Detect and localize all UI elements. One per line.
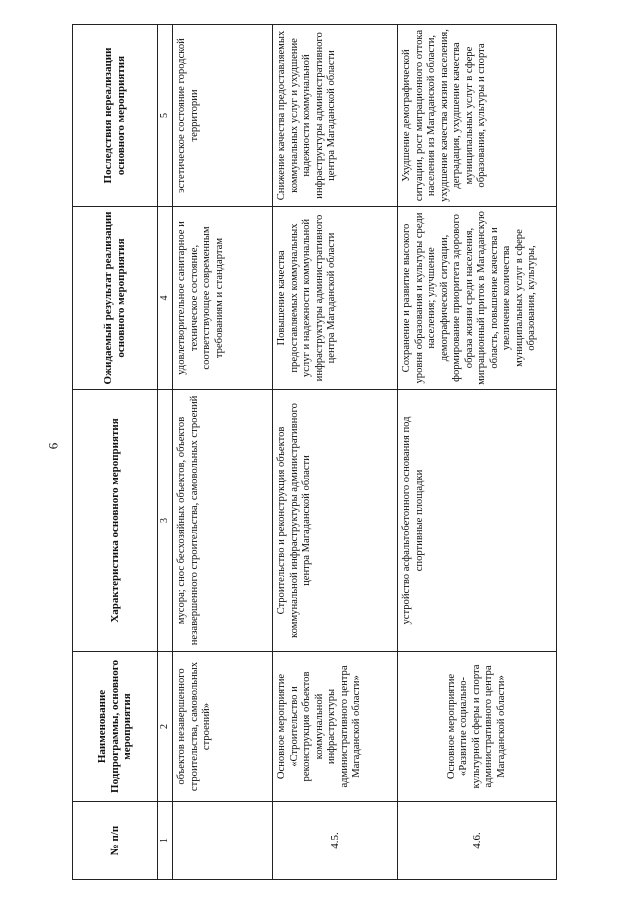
header-characteristic: Характеристика основного мероприятия — [73, 390, 158, 652]
row-name: объектов незавершенного строительства, самовольных строений» — [173, 652, 273, 802]
column-number: 2 — [158, 652, 173, 802]
row-consequence: Снижение качества предоставляемых коммунальных услуг и ухудшение надежности коммунальной инфраструктуры административного центра Магаданской области — [273, 25, 398, 207]
header-consequence: Последствия нереализации основного мероприятия — [73, 25, 158, 207]
header-name: Наименование Подпрограммы, основного мероприятия — [73, 652, 158, 802]
row-number — [173, 802, 273, 880]
row-number: 4.5. — [273, 802, 398, 880]
column-number-row — [158, 25, 173, 880]
program-measures-table — [72, 24, 557, 880]
column-number: 3 — [158, 390, 173, 652]
table-header-row — [73, 25, 158, 880]
column-number: 5 — [158, 25, 173, 207]
row-consequence: Ухудшение демографической ситуации, рост миграционного оттока населения из Магаданской области, ухудшение качества жизни населения, деградация, ухудшение качества муниципальных услуг в сфере образования, культуры и спорта — [398, 25, 557, 207]
table-row — [173, 25, 273, 880]
header-result: Ожидаемый результат реализации основного мероприятия — [73, 207, 158, 390]
row-result: Повышение качества предоставляемых коммунальных услуг и надежности коммунальной инфраструктуры административного центра Магаданской области — [273, 207, 398, 390]
row-characteristic: Строительство и реконструкция объектов коммунальной инфраструктуры административного центра Магаданской области — [273, 390, 398, 652]
table-row — [273, 25, 398, 880]
row-characteristic: мусора; снос бесхозяйных объектов, объектов незавершенного строительства, самовольных строений — [173, 390, 273, 652]
row-consequence: эстетическое состояние городской территории — [173, 25, 273, 207]
column-number: 1 — [158, 802, 173, 880]
row-number: 4.6. — [398, 802, 557, 880]
rotated-table-container — [72, 25, 557, 880]
row-characteristic: устройство асфальтобетонного основания под спортивные площадки — [398, 390, 557, 652]
row-name: Основное мероприятие «Строительство и реконструкция объектов коммунальной инфраструктуры административного центра Магаданской области» — [273, 652, 398, 802]
page-number: 6 — [45, 442, 61, 450]
table-row — [398, 25, 557, 880]
column-number: 4 — [158, 207, 173, 390]
row-name: Основное мероприятие «Развитие социально-культурной сферы и спорта административного центра Магаданской области» — [398, 652, 557, 802]
row-result: Сохранение и развитие высокого уровня образования и культуры среди населения; улучшение демографической ситуации, формирование приоритета здорового образа жизни среди населения, миграционный приток в Магаданскую область, повышение качества и увеличение количества муниципальных услуг в сфере образования, культуры, — [398, 207, 557, 390]
header-num: № п/п — [73, 802, 158, 880]
row-result: удовлетворительное санитарное и техническое состояние, соответствующее современным требованиям и стандартам — [173, 207, 273, 390]
